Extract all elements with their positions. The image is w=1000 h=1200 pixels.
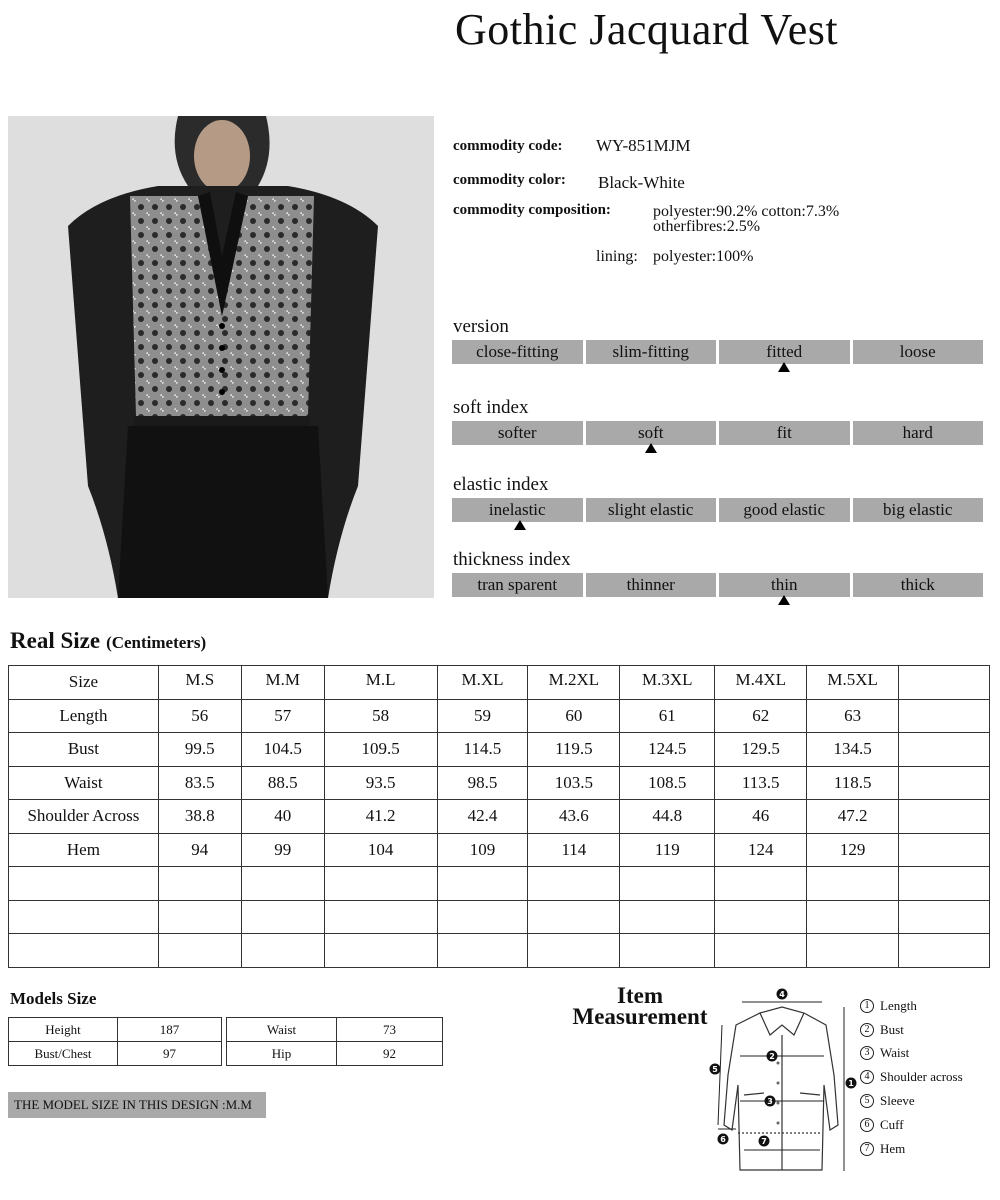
diagram-label-3: 3 [767, 1097, 773, 1106]
size-value: 134.5 [807, 733, 899, 767]
diagram-label-6: 6 [720, 1135, 726, 1144]
legend-number-icon: 5 [860, 1094, 874, 1108]
version-option: close-fitting [452, 340, 583, 364]
size-value [437, 900, 528, 934]
diagram-label-1: 1 [848, 1079, 854, 1088]
size-value [241, 900, 324, 934]
size-header-cell: M.5XL [807, 666, 899, 700]
selected-marker-icon [514, 520, 526, 530]
size-value: 41.2 [324, 800, 437, 834]
legend-number-icon: 3 [860, 1046, 874, 1060]
size-value: 124.5 [620, 733, 715, 767]
size-value: 118.5 [807, 766, 899, 800]
size-value: 104.5 [241, 733, 324, 767]
measure-label: Waist [9, 766, 159, 800]
thickness-index-scale [452, 573, 983, 597]
real-size-title: Real Size [10, 628, 101, 653]
elastic-option: big elastic [853, 498, 984, 522]
real-size-unit: (Centimeters) [106, 633, 207, 652]
thickness-option-selected: thin [719, 573, 850, 597]
size-table [8, 665, 990, 968]
size-value [528, 934, 620, 968]
thickness-index-title: thickness index [453, 549, 571, 570]
soft-index-title: soft index [453, 397, 529, 418]
size-value [715, 934, 807, 968]
size-value [324, 934, 437, 968]
size-value: 42.4 [437, 800, 528, 834]
size-header-cell: M.3XL [620, 666, 715, 700]
legend-label: Sleeve [880, 1093, 915, 1109]
diagram-label-5: 5 [712, 1065, 718, 1074]
size-value [324, 900, 437, 934]
size-value: 60 [528, 699, 620, 733]
table-row [227, 1018, 443, 1042]
legend-item [860, 1065, 963, 1089]
legend-item [860, 1137, 963, 1161]
real-size-heading [10, 628, 206, 654]
size-value: 59 [437, 699, 528, 733]
size-row [9, 699, 990, 733]
size-value: 57 [241, 699, 324, 733]
legend-number-icon: 1 [860, 999, 874, 1013]
soft-index-scale [452, 421, 983, 445]
page-title: Gothic Jacquard Vest [455, 5, 839, 54]
legend-item [860, 1018, 963, 1042]
version-option: loose [853, 340, 984, 364]
model-label: Waist [227, 1018, 337, 1042]
size-header-cell: M.L [324, 666, 437, 700]
size-header-cell: M.M [241, 666, 324, 700]
code-value: WY-851MJM [596, 136, 691, 155]
legend-label: Length [880, 997, 917, 1013]
legend-number-icon: 2 [860, 1023, 874, 1037]
thickness-option: thinner [586, 573, 717, 597]
diagram-label-2: 2 [769, 1052, 775, 1061]
size-header-cell: M.XL [437, 666, 528, 700]
elastic-option-selected: inelastic [452, 498, 583, 522]
size-value: 46 [715, 800, 807, 834]
measure-label [9, 900, 159, 934]
size-value: 103.5 [528, 766, 620, 800]
size-value: 56 [158, 699, 241, 733]
size-value: 98.5 [437, 766, 528, 800]
thickness-option: tran sparent [452, 573, 583, 597]
model-size-note: THE MODEL SIZE IN THIS DESIGN :M.M [8, 1092, 266, 1118]
size-value [158, 934, 241, 968]
size-value [437, 934, 528, 968]
measure-label [9, 867, 159, 901]
legend-label: Cuff [880, 1116, 904, 1132]
size-value: 119 [620, 833, 715, 867]
size-value: 114.5 [437, 733, 528, 767]
soft-option-selected: soft [586, 421, 717, 445]
size-value [241, 934, 324, 968]
size-value [899, 934, 990, 968]
size-value [899, 900, 990, 934]
legend-item [860, 1042, 963, 1066]
measure-label: Bust [9, 733, 159, 767]
legend-label: Bust [880, 1021, 904, 1037]
legend-number-icon: 7 [860, 1142, 874, 1156]
size-value: 108.5 [620, 766, 715, 800]
model-value: 73 [337, 1018, 443, 1042]
composition-label: commodity composition: [453, 202, 611, 218]
size-value [899, 800, 990, 834]
item-measurement-title-line-1: Item [617, 983, 663, 1008]
size-value [715, 867, 807, 901]
size-value [437, 867, 528, 901]
measure-label [9, 934, 159, 968]
model-value: 187 [118, 1018, 222, 1042]
version-option-selected: fitted [719, 340, 850, 364]
version-option: slim-fitting [586, 340, 717, 364]
size-value: 44.8 [620, 800, 715, 834]
legend-label: Shoulder across [880, 1069, 963, 1085]
size-value [899, 733, 990, 767]
thickness-option: thick [853, 573, 984, 597]
size-value [899, 833, 990, 867]
soft-option: softer [452, 421, 583, 445]
item-measurement-title [562, 985, 718, 1027]
selected-marker-icon [778, 362, 790, 372]
models-table-left [8, 1017, 222, 1066]
size-row [9, 766, 990, 800]
legend-label: Hem [880, 1140, 906, 1156]
product-photo [8, 116, 434, 598]
size-value [158, 867, 241, 901]
item-measurement-title-line-2: Measurement [572, 1004, 708, 1029]
size-value: 43.6 [528, 800, 620, 834]
size-value: 129.5 [715, 733, 807, 767]
size-value: 58 [324, 699, 437, 733]
size-row [9, 800, 990, 834]
size-value: 62 [715, 699, 807, 733]
version-title: version [453, 316, 509, 337]
size-value: 93.5 [324, 766, 437, 800]
size-header-cell [899, 666, 990, 700]
size-value [899, 867, 990, 901]
size-value: 61 [620, 699, 715, 733]
legend-number-icon: 4 [860, 1070, 874, 1084]
model-label: Height [9, 1018, 118, 1042]
size-row [9, 833, 990, 867]
elastic-option: good elastic [719, 498, 850, 522]
measure-label: Length [9, 699, 159, 733]
models-size-title: Models Size [10, 989, 97, 1008]
size-header-cell: Size [9, 666, 159, 700]
size-value: 47.2 [807, 800, 899, 834]
size-value [715, 900, 807, 934]
size-value: 113.5 [715, 766, 807, 800]
soft-option: hard [853, 421, 984, 445]
measurement-legend [860, 994, 963, 1161]
models-table-right [226, 1017, 443, 1066]
size-value: 63 [807, 699, 899, 733]
size-row [9, 867, 990, 901]
size-value: 94 [158, 833, 241, 867]
size-value [899, 766, 990, 800]
legend-item [860, 994, 963, 1018]
size-value: 40 [241, 800, 324, 834]
size-value [620, 934, 715, 968]
size-row [9, 900, 990, 934]
size-value [528, 900, 620, 934]
size-header-row [9, 666, 990, 700]
size-value: 119.5 [528, 733, 620, 767]
model-value: 97 [118, 1042, 222, 1066]
table-row [9, 1042, 222, 1066]
size-value: 99.5 [158, 733, 241, 767]
size-value [158, 900, 241, 934]
color-label: commodity color: [453, 172, 566, 188]
size-header-cell: M.2XL [528, 666, 620, 700]
diagram-label-4: 4 [779, 990, 785, 999]
size-value: 109 [437, 833, 528, 867]
measure-label: Shoulder Across [9, 800, 159, 834]
size-value [620, 900, 715, 934]
size-value [807, 867, 899, 901]
size-value: 124 [715, 833, 807, 867]
table-row [227, 1042, 443, 1066]
size-value [324, 867, 437, 901]
coat-measurement-diagram [700, 985, 860, 1180]
code-label: commodity code: [453, 138, 563, 154]
legend-number-icon: 6 [860, 1118, 874, 1132]
legend-item [860, 1089, 963, 1113]
elastic-index-scale [452, 498, 983, 522]
color-value: Black-White [598, 173, 685, 192]
size-value [620, 867, 715, 901]
measure-label: Hem [9, 833, 159, 867]
size-row [9, 733, 990, 767]
model-value: 92 [337, 1042, 443, 1066]
version-scale [452, 340, 983, 364]
elastic-option: slight elastic [586, 498, 717, 522]
size-value: 129 [807, 833, 899, 867]
selected-marker-icon [778, 595, 790, 605]
size-row [9, 934, 990, 968]
lining-value: polyester:100% [653, 248, 754, 265]
size-header-cell: M.S [158, 666, 241, 700]
selected-marker-icon [645, 443, 657, 453]
diagram-label-7: 7 [761, 1137, 767, 1146]
model-label: Bust/Chest [9, 1042, 118, 1066]
size-value: 88.5 [241, 766, 324, 800]
legend-label: Waist [880, 1045, 910, 1061]
size-value [241, 867, 324, 901]
composition-line-2: otherfibres:2.5% [653, 218, 761, 235]
elastic-index-title: elastic index [453, 474, 549, 495]
size-value [528, 867, 620, 901]
size-value: 83.5 [158, 766, 241, 800]
size-value: 109.5 [324, 733, 437, 767]
model-label: Hip [227, 1042, 337, 1066]
legend-item [860, 1113, 963, 1137]
table-row [9, 1018, 222, 1042]
size-value: 38.8 [158, 800, 241, 834]
lining-label: lining: [596, 248, 638, 265]
size-value: 114 [528, 833, 620, 867]
size-value [807, 900, 899, 934]
composition-line-1: polyester:90.2% cotton:7.3% [653, 203, 840, 220]
size-header-cell: M.4XL [715, 666, 807, 700]
size-value [899, 699, 990, 733]
soft-option: fit [719, 421, 850, 445]
size-value [807, 934, 899, 968]
size-value: 104 [324, 833, 437, 867]
size-value: 99 [241, 833, 324, 867]
